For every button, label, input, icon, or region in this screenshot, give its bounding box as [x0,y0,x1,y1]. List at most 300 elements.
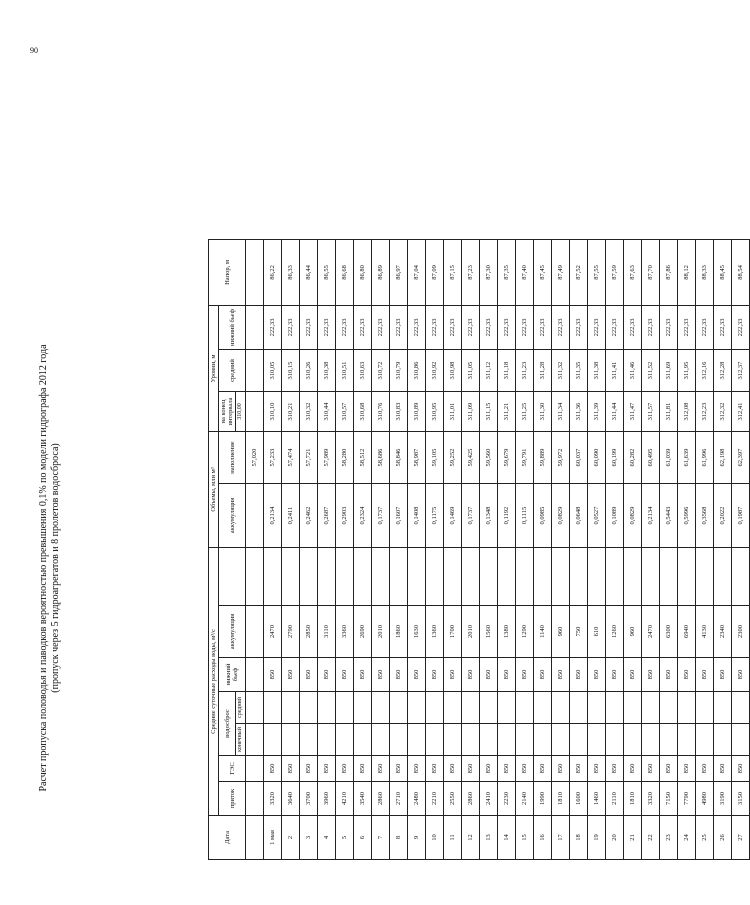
cell-inflow: 4980 [696,782,714,816]
cell-end-level: 311,57 [642,392,660,432]
cell-tail: 850 [336,658,354,692]
cell-filling: 60,090 [588,432,606,484]
cell-tail-level: 222,33 [552,305,570,349]
cell-head: 87,40 [516,239,534,305]
cell-empty [426,548,444,606]
cell-tail: 850 [264,658,282,692]
cell-ges: 850 [624,756,642,782]
cell-date: 17 [552,816,570,860]
cell-tail-level: 222,33 [354,305,372,349]
cell-end-level: 311,30 [534,392,552,432]
cell-avg-level: 312,28 [714,350,732,392]
cell-spill-avg [588,692,606,724]
cell-tail: 850 [408,658,426,692]
initial-filling: 57,020 [246,432,264,484]
cell-avg-level: 311,32 [552,350,570,392]
cell-accum-flow: 750 [570,606,588,658]
cell-end-level: 310,83 [390,392,408,432]
cell-tail-level: 222,33 [714,305,732,349]
initial-row [246,239,264,859]
title-line-1: Расчет пропуска половодья и паводков вероятностью превышения 0,1% по модели гидрографа 2012 года [38,344,49,792]
cell-date: 14 [498,816,516,860]
cell-tail-level: 222,33 [372,305,390,349]
cell-empty [678,548,696,606]
cell-spill-avg [714,692,732,724]
table-body [264,239,750,859]
cell-tail-level: 222,33 [534,305,552,349]
cell-ges: 850 [372,756,390,782]
cell-accum-flow: 1360 [426,606,444,658]
cell-date: 6 [354,816,372,860]
cell-accum-flow: 2010 [372,606,390,658]
cell-inflow: 1600 [570,782,588,816]
cell-date: 1 мая [264,816,282,860]
cell-date: 10 [426,816,444,860]
cell-accum-flow: 3360 [336,606,354,658]
cell-accum-vol: 0,1987 [732,484,750,548]
cell-tail: 850 [318,658,336,692]
cell-filling: 57,989 [318,432,336,484]
col-end-level: на конец интервала [219,392,236,432]
cell-accum-flow: 610 [588,606,606,658]
initial-end-level: 310,00 [236,392,246,432]
cell-filling: 60,495 [642,432,660,484]
cell-tail-level: 222,33 [642,305,660,349]
cell-avg-level: 311,35 [570,350,588,392]
cell-tail-level: 222,33 [678,305,696,349]
group-levels: Уровни, м [209,305,219,431]
cell-spill-final [714,724,732,756]
cell-empty [588,548,606,606]
cell-tail: 850 [624,658,642,692]
cell-avg-level: 310,86 [408,350,426,392]
col-inflow: приток [219,782,246,816]
cell-tail: 850 [570,658,588,692]
cell-ges: 850 [444,756,462,782]
cell-accum-flow: 2470 [264,606,282,658]
cell-avg-level: 311,23 [516,350,534,392]
cell-head: 87,70 [642,239,660,305]
cell-tail-level: 222,33 [498,305,516,349]
cell-inflow: 2550 [444,782,462,816]
cell-accum-flow: 1140 [534,606,552,658]
cell-accum-flow: 2850 [300,606,318,658]
cell-accum-flow: 1290 [516,606,534,658]
table-row [498,239,516,859]
cell-tail-level: 222,33 [732,305,750,349]
cell-empty [732,548,750,606]
cell-empty [624,548,642,606]
cell-spill-avg [498,692,516,724]
cell-inflow: 3540 [354,782,372,816]
cell-tail: 850 [444,658,462,692]
col-accum-flow: аккумуляция [219,606,246,658]
cell-empty [552,548,570,606]
cell-filling: 58,280 [336,432,354,484]
table-row [678,239,696,859]
cell-filling: 59,972 [552,432,570,484]
cell-spill-avg [408,692,426,724]
cell-inflow: 7790 [678,782,696,816]
cell-tail: 850 [372,658,390,692]
table-row [300,239,318,859]
cell-ges: 850 [462,756,480,782]
cell-accum-vol: 0,1408 [408,484,426,548]
cell-avg-level: 311,28 [534,350,552,392]
cell-end-level: 312,32 [714,392,732,432]
cell-head: 87,15 [444,239,462,305]
cell-inflow: 7150 [660,782,678,816]
cell-spill-avg [426,692,444,724]
cell-end-level: 311,09 [462,392,480,432]
cell-end-level: 311,81 [660,392,678,432]
group-spillway: водосброс [219,692,236,756]
cell-accum-vol: 0,1175 [426,484,444,548]
cell-head: 87,55 [588,239,606,305]
cell-spill-final [606,724,624,756]
cell-spill-final [570,724,588,756]
cell-spill-final [426,724,444,756]
cell-empty [408,548,426,606]
cell-inflow: 3640 [282,782,300,816]
table-row [624,239,642,859]
cell-avg-level: 310,51 [336,350,354,392]
cell-end-level: 311,21 [498,392,516,432]
cell-spill-avg [732,692,750,724]
cell-avg-level: 311,69 [660,350,678,392]
cell-inflow: 3700 [300,782,318,816]
cell-avg-level: 310,05 [264,350,282,392]
cell-end-level: 312,23 [696,392,714,432]
cell-spill-final [354,724,372,756]
cell-head: 86,33 [282,239,300,305]
cell-empty [300,548,318,606]
cell-spill-avg [282,692,300,724]
cell-filling: 61,639 [678,432,696,484]
cell-accum-flow: 2690 [354,606,372,658]
col-filling: наполнение [219,432,246,484]
cell-spill-final [462,724,480,756]
cell-spill-avg [462,692,480,724]
cell-ges: 850 [426,756,444,782]
cell-head: 87,04 [408,239,426,305]
table-row [588,239,606,859]
cell-date: 4 [318,816,336,860]
cell-head: 88,54 [732,239,750,305]
cell-ges: 850 [336,756,354,782]
cell-empty [444,548,462,606]
cell-date: 19 [588,816,606,860]
cell-end-level: 310,68 [354,392,372,432]
cell-spill-avg [570,692,588,724]
cell-spill-final [696,724,714,756]
cell-spill-avg [444,692,462,724]
cell-ges: 850 [264,756,282,782]
table-row [462,239,480,859]
cell-tail-level: 222,33 [444,305,462,349]
cell-end-level: 311,44 [606,392,624,432]
table-row [714,239,732,859]
cell-inflow: 1990 [534,782,552,816]
col-spill-final: конечный [236,724,246,756]
cell-accum-vol: 0,1115 [516,484,534,548]
cell-filling: 58,987 [408,432,426,484]
cell-head: 87,23 [462,239,480,305]
cell-date: 24 [678,816,696,860]
cell-spill-avg [318,692,336,724]
cell-spill-avg [390,692,408,724]
cell-head: 86,89 [372,239,390,305]
cell-avg-level: 310,72 [372,350,390,392]
cell-date: 9 [408,816,426,860]
table-row [372,239,390,859]
cell-ges: 850 [516,756,534,782]
cell-inflow: 2140 [516,782,534,816]
cell-inflow: 2230 [498,782,516,816]
cell-inflow: 3320 [642,782,660,816]
cell-spill-final [588,724,606,756]
cell-tail: 850 [714,658,732,692]
cell-tail: 850 [390,658,408,692]
cell-accum-flow: 1560 [480,606,498,658]
cell-tail: 850 [480,658,498,692]
page-number: 90 [30,46,38,55]
cell-accum-flow: 1380 [498,606,516,658]
cell-empty [696,548,714,606]
cell-date: 22 [642,816,660,860]
cell-ges: 850 [480,756,498,782]
cell-accum-vol: 0,0648 [570,484,588,548]
cell-head: 87,45 [534,239,552,305]
cell-accum-flow: 6940 [678,606,696,658]
cell-end-level: 311,01 [444,392,462,432]
cell-empty [354,548,372,606]
table-row [426,239,444,859]
cell-spill-final [498,724,516,756]
cell-empty [318,548,336,606]
cell-inflow: 2110 [606,782,624,816]
cell-accum-vol: 0,1737 [462,484,480,548]
cell-avg-level: 312,16 [696,350,714,392]
cell-end-level: 311,47 [624,392,642,432]
cell-inflow: 2480 [408,782,426,816]
cell-tail-level: 222,33 [390,305,408,349]
cell-tail-level: 222,33 [408,305,426,349]
cell-avg-level: 311,41 [606,350,624,392]
cell-ges: 850 [552,756,570,782]
cell-ges: 850 [354,756,372,782]
cell-spill-final [300,724,318,756]
col-date: Дата [209,816,246,860]
cell-ges: 850 [606,756,624,782]
cell-inflow: 3320 [264,782,282,816]
cell-spill-avg [552,692,570,724]
cell-tail-level: 222,33 [462,305,480,349]
cell-date: 20 [606,816,624,860]
cell-spill-final [642,724,660,756]
cell-date: 15 [516,816,534,860]
cell-accum-flow: 2010 [462,606,480,658]
cell-accum-vol: 0,0829 [552,484,570,548]
cell-ges: 850 [390,756,408,782]
cell-head: 88,45 [714,239,732,305]
cell-date: 8 [390,816,408,860]
cell-spill-final [390,724,408,756]
cell-filling: 59,889 [534,432,552,484]
table-row [552,239,570,859]
flood-calculation-table [208,239,750,860]
cell-ges: 850 [714,756,732,782]
cell-avg-level: 311,95 [678,350,696,392]
cell-date: 12 [462,816,480,860]
cell-inflow: 1810 [552,782,570,816]
cell-ges: 850 [642,756,660,782]
cell-accum-vol: 0,0985 [534,484,552,548]
table-row [444,239,462,859]
cell-spill-avg [300,692,318,724]
cell-inflow: 1460 [588,782,606,816]
cell-tail-level: 222,33 [696,305,714,349]
cell-end-level: 310,57 [336,392,354,432]
cell-filling: 61,039 [660,432,678,484]
group-flows: Средние суточные расходы воды, м³/с [209,548,219,816]
cell-empty [336,548,354,606]
cell-spill-final [318,724,336,756]
cell-spill-avg [642,692,660,724]
cell-spill-final [660,724,678,756]
cell-tail: 850 [660,658,678,692]
cell-avg-level: 311,05 [462,350,480,392]
cell-end-level: 310,95 [426,392,444,432]
cell-empty [498,548,516,606]
cell-tail: 850 [282,658,300,692]
cell-tail-level: 222,33 [264,305,282,349]
cell-spill-final [372,724,390,756]
cell-ges: 850 [498,756,516,782]
cell-tail: 850 [300,658,318,692]
cell-date: 21 [624,816,642,860]
cell-head: 88,12 [678,239,696,305]
header-row-2 [219,239,236,859]
cell-accum-vol: 0,2687 [318,484,336,548]
cell-tail: 850 [588,658,606,692]
rotated-page-content [38,240,744,860]
cell-tail: 850 [354,658,372,692]
cell-filling: 61,996 [696,432,714,484]
cell-filling: 59,791 [516,432,534,484]
table-row [570,239,588,859]
cell-accum-flow: 2340 [714,606,732,658]
table-row [696,239,714,859]
cell-date: 5 [336,816,354,860]
table-row [264,239,282,859]
cell-filling: 57,474 [282,432,300,484]
cell-inflow: 1810 [624,782,642,816]
cell-head: 87,49 [552,239,570,305]
cell-accum-flow: 3110 [318,606,336,658]
table-row [642,239,660,859]
cell-tail: 850 [552,658,570,692]
cell-spill-avg [516,692,534,724]
cell-ges: 850 [408,756,426,782]
cell-tail-level: 222,33 [480,305,498,349]
cell-date: 27 [732,816,750,860]
cell-filling: 59,679 [498,432,516,484]
cell-tail-level: 222,33 [570,305,588,349]
header-row-1 [209,239,219,859]
cell-ges: 850 [570,756,588,782]
cell-accum-flow: 1260 [606,606,624,658]
cell-accum-vol: 0,2134 [642,484,660,548]
cell-accum-flow: 4130 [696,606,714,658]
cell-head: 86,44 [300,239,318,305]
cell-inflow: 3190 [714,782,732,816]
cell-inflow: 4210 [336,782,354,816]
cell-inflow: 3150 [732,782,750,816]
cell-filling: 58,686 [372,432,390,484]
cell-accum-vol: 0,1348 [480,484,498,548]
cell-tail-level: 222,33 [336,305,354,349]
cell-filling: 60,037 [570,432,588,484]
cell-end-level: 312,41 [732,392,750,432]
cell-accum-vol: 0,5443 [660,484,678,548]
cell-end-level: 311,39 [588,392,606,432]
cell-tail: 850 [732,658,750,692]
cell-empty [390,548,408,606]
cell-inflow: 2860 [462,782,480,816]
cell-empty [462,548,480,606]
cell-filling: 60,199 [606,432,624,484]
cell-tail: 850 [462,658,480,692]
cell-spill-avg [336,692,354,724]
cell-avg-level: 311,38 [588,350,606,392]
document-title [38,328,62,808]
cell-spill-final [480,724,498,756]
cell-spill-avg [480,692,498,724]
cell-date: 2 [282,816,300,860]
table-row [282,239,300,859]
cell-accum-vol: 0,1737 [372,484,390,548]
cell-accum-vol: 0,2324 [354,484,372,548]
cell-accum-flow: 1860 [390,606,408,658]
cell-filling: 58,846 [390,432,408,484]
cell-spill-final [552,724,570,756]
cell-accum-vol: 0,1607 [390,484,408,548]
cell-tail: 850 [606,658,624,692]
col-level-tail: нижний бьеф [219,305,246,349]
cell-spill-final [264,724,282,756]
cell-spill-final [732,724,750,756]
cell-end-level: 310,21 [282,392,300,432]
cell-ges: 850 [282,756,300,782]
cell-avg-level: 311,46 [624,350,642,392]
table-row [318,239,336,859]
col-ges: ГЭС [219,756,246,782]
cell-accum-flow: 960 [624,606,642,658]
cell-empty [480,548,498,606]
cell-empty [642,548,660,606]
cell-avg-level: 310,15 [282,350,300,392]
cell-inflow: 3960 [318,782,336,816]
cell-head: 87,09 [426,239,444,305]
cell-empty [570,548,588,606]
cell-spill-final [444,724,462,756]
table-row [408,239,426,859]
cell-tail-level: 222,33 [300,305,318,349]
cell-ges: 850 [588,756,606,782]
col-level-avg: средний [219,350,246,392]
cell-end-level: 310,32 [300,392,318,432]
